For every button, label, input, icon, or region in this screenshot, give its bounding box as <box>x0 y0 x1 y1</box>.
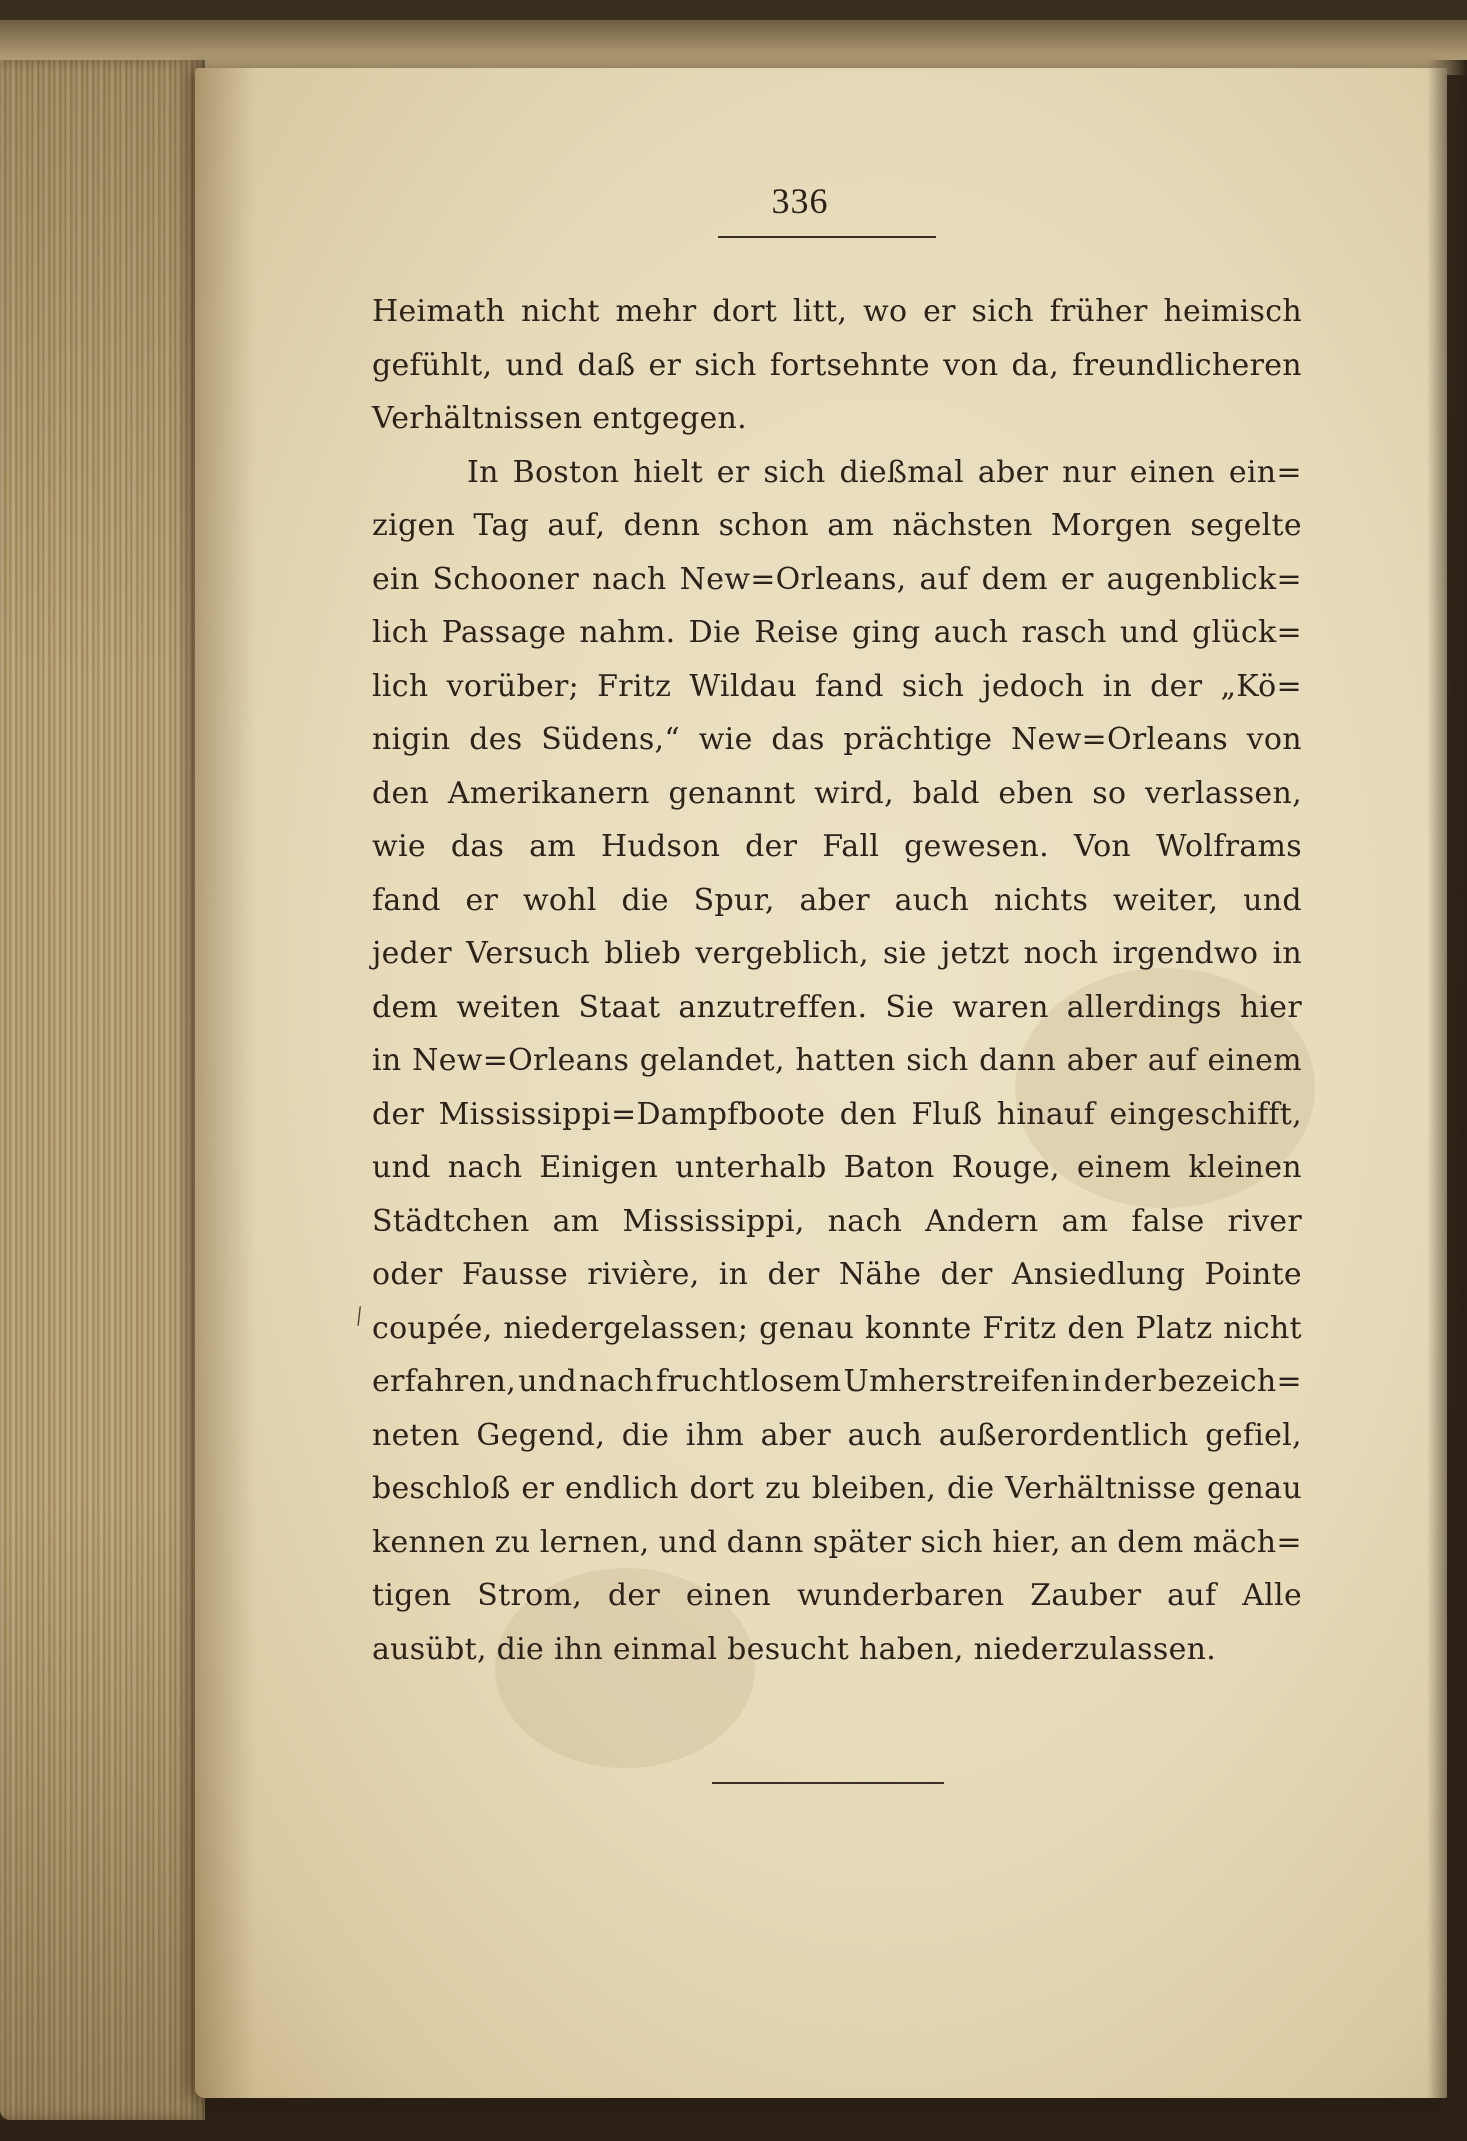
text-line: lich vorüber; Fritz Wildau fand sich jedoch in der „Kö= <box>372 668 1302 704</box>
text-line: fand er wohl die Spur, aber auch nichts weiter, und <box>372 882 1302 918</box>
text-line: Heimath nicht mehr dort litt, wo er sich früher heimisch <box>372 294 1302 329</box>
text-line: in New=Orleans gelandet, hatten sich dann aber auf einem <box>372 1043 1302 1078</box>
text-line: wie das am Hudson der Fall gewesen. Von Wolframs <box>372 829 1302 864</box>
page-number: 336 <box>771 181 829 221</box>
text-line: oder Fausse rivière, in der Nähe der Ansiedlung Pointe <box>372 1257 1302 1292</box>
book-page-edges <box>0 60 205 2120</box>
text-line: ein Schooner nach New=Orleans, auf dem er augenblick= <box>372 561 1302 597</box>
text-line: jeder Versuch blieb vergeblich, sie jetzt noch irgendwo in <box>372 936 1302 971</box>
text-line: gefühlt, und daß er sich fortsehnte von da, freundlicheren <box>372 347 1302 383</box>
text-line: zigen Tag auf, denn schon am nächsten Morgen segelte <box>372 508 1302 543</box>
text-line: tigen Strom, der einen wunderbaren Zauber auf Alle <box>372 1578 1302 1613</box>
text-line: ausübt, die ihn einmal besucht haben, niederzulassen. <box>372 1631 1217 1667</box>
text-line: den Amerikanern genannt wird, bald eben so verlassen, <box>372 775 1302 811</box>
text-line: nigin des Südens,“ wie das prächtige New=Orleans von <box>372 722 1302 757</box>
text-line: erfahren, und nach fruchtlosem Umherstreifen in der bezeich= <box>372 1364 1302 1399</box>
page-gutter-shadow <box>1427 60 1467 2120</box>
book-top-edge <box>0 20 1467 75</box>
text-line: dem weiten Staat anzutreffen. Sie waren allerdings hier <box>372 989 1302 1025</box>
pencil-mark: ⁄ <box>352 1305 367 1330</box>
text-line: und nach Einigen unterhalb Baton Rouge, einem kleinen <box>372 1150 1302 1185</box>
text-line: der Mississippi=Dampfboote den Fluß hinauf eingeschifft, <box>372 1096 1302 1132</box>
end-rule <box>712 1782 944 1784</box>
text-line: kennen zu lernen, und dann später sich hier, an dem mäch= <box>372 1524 1302 1560</box>
header-rule <box>718 236 936 238</box>
text-line: Verhältnissen entgegen. <box>372 401 747 436</box>
body-text <box>372 285 1302 1676</box>
text-line: beschloß er endlich dort zu bleiben, die Verhältnisse genau <box>372 1471 1302 1506</box>
text-line: In Boston hielt er sich dießmal aber nur einen ein= <box>467 454 1302 490</box>
text-line: lich Passage nahm. Die Reise ging auch rasch und glück= <box>372 615 1302 650</box>
text-line: Städtchen am Mississippi, nach Andern am false river <box>372 1203 1302 1239</box>
text-line: neten Gegend, die ihm aber auch außerordentlich gefiel, <box>372 1417 1302 1453</box>
text-line: coupée, niedergelassen; genau konnte Fritz den Platz nicht <box>372 1310 1302 1346</box>
